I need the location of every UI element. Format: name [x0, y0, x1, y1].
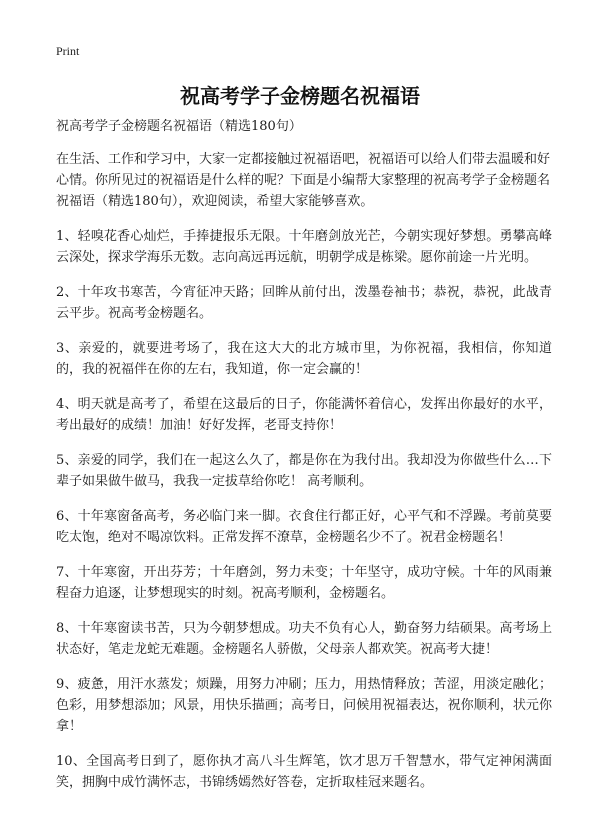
blessing-item: 4、明天就是高考了，希望在这最后的日子，你能满怀着信心，发挥出你最好的水平，考出最好的成绩！加油！好好发挥，老哥支持你！: [56, 397, 552, 433]
blessing-item: 10、全国高考日到了，愿你执才高八斗生辉笔，饮才思万千智慧水，带气定神闲满面笑，拥胸中成竹满怀志，书锦绣嫣然好答卷，定折取桂冠来题名。: [56, 754, 552, 790]
blessing-item: 7、十年寒窗，开出芬芳；十年磨剑，努力未变；十年坚守，成功守候。十年的风雨兼程奋力追逐，让梦想现实的时刻。祝高考顺利，金榜题名。: [56, 565, 552, 601]
blessing-item: 8、十年寒窗读书苦，只为今朝梦想成。功夫不负有心人，勤奋努力结硕果。高考场上状态好，笔走龙蛇无难题。金榜题名人骄傲，父母亲人都欢笑。祝高考大捷！: [56, 621, 552, 657]
document-subtitle: 祝高考学子金榜题名祝福语（精选180句）: [56, 119, 302, 134]
blessing-item: 9、疲惫，用汗水蒸发；烦躁，用努力冲刷；压力，用热情释放；苦涩，用淡定融化；色彩，用梦想添加；风景，用快乐描画；高考日，问候用祝福表达，祝你顺利，状元你拿！: [56, 677, 552, 734]
page-title: 祝高考学子金榜题名祝福语: [180, 84, 420, 108]
blessing-item: 6、十年寒窗备高考，务必临门来一脚。衣食住行都正好，心平气和不浮躁。考前莫要吃太饱，绝对不喝凉饮料。正常发挥不潦草，金榜题名少不了。祝君金榜题名！: [56, 509, 552, 545]
blessing-item: 3、亲爱的，就要进考场了，我在这大大的北方城市里，为你祝福，我相信，你知道的，我的祝福伴在你的左右，我知道，你一定会赢的！: [56, 341, 552, 377]
print-link[interactable]: Print: [56, 44, 80, 58]
intro-paragraph: 在生活、工作和学习中，大家一定都接触过祝福语吧，祝福语可以给人们带去温暖和好心情。你所见过的祝福语是什么样的呢？下面是小编帮大家整理的祝高考学子金榜题名祝福语（精选180句），欢迎阅读，希望大家能够喜欢。: [56, 152, 551, 209]
blessing-item: 2、十年攻书寒苦，今宵征冲天路；回眸从前付出，泼墨卷袖书；恭祝，恭祝，此战青云平步。祝高考金榜题名。: [56, 285, 552, 321]
blessing-item: 5、亲爱的同学，我们在一起这么久了，都是你在为我付出。我却没为你做些什么…下辈子如果做牛做马，我我一定拔草给你吃！ 高考顺利。: [56, 453, 552, 489]
blessing-item: 1、轻嗅花香心灿烂，手捧捷报乐无限。十年磨剑放光芒，今朝实现好梦想。勇攀高峰云深处，探求学海乐无数。志向高远再远航，明朝学成是栋梁。愿你前途一片光明。: [56, 229, 552, 265]
document-body: [56, 116, 552, 807]
